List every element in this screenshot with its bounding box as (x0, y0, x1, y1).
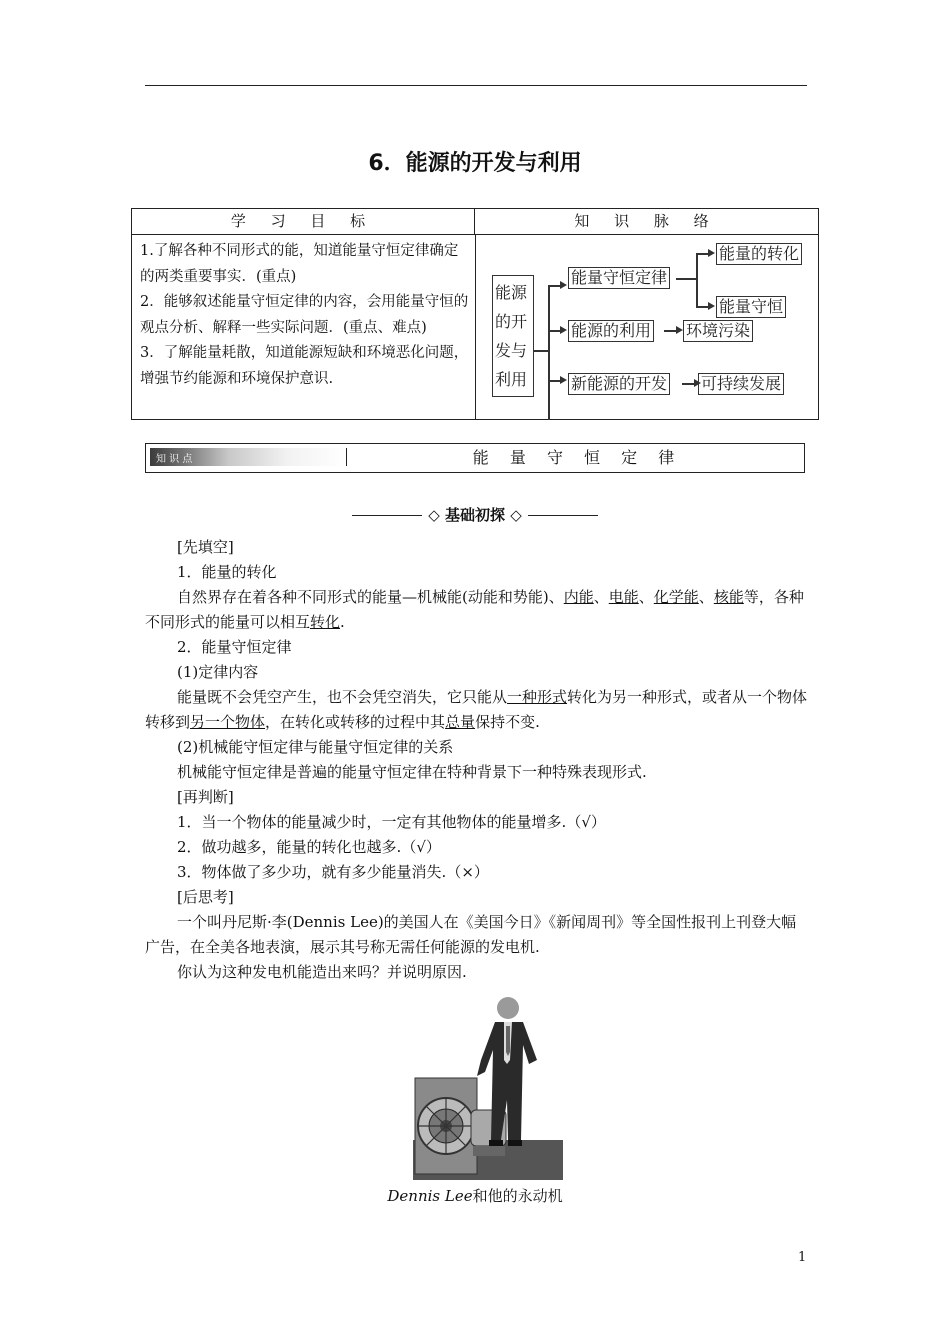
photo-caption: Dennis Lee和他的永动机 (387, 1187, 563, 1205)
judge-item: 3．物体做了多少功，就有多少能量消失.（×） (177, 863, 489, 881)
header-rule (145, 85, 807, 86)
knowledge-map-header: 知 识 脉 络 (475, 209, 818, 235)
think-label: [后思考] (177, 888, 234, 906)
think-paragraph-2: 你认为这种发电机能造出来吗？并说明原因. (177, 963, 467, 981)
objective-item: 1.了解各种不同形式的能，知道能量守恒定律确定的两类重要事实．(重点) (140, 243, 459, 285)
objective-item: 3．了解能量耗散，知道能源短缺和环境恶化问题，增强节约能源和环境保护意识. (140, 345, 469, 387)
dennis-lee-photo (413, 990, 563, 1180)
map-node-energy-conserved: 能量守恒 (716, 296, 786, 318)
knowledge-point-bar (145, 443, 805, 473)
judge-label: [再判断] (177, 788, 234, 806)
section-heading: ◇ 基础初探 ◇ (0, 504, 950, 525)
map-node-energy-conservation: 能量守恒定律 (568, 267, 670, 289)
objectives-header: 学 习 目 标 (132, 209, 475, 235)
objective-item: 2．能够叙述能量守恒定律的内容，会用能量守恒的观点分析、解释一些实际问题．(重点、难点) (140, 294, 469, 336)
map-node-pollution: 环境污染 (683, 320, 753, 342)
heading-2: 2．能量守恒定律 (177, 638, 292, 656)
body-content (145, 535, 809, 985)
knowledge-map (476, 235, 818, 419)
knowledge-point-badge: 知 识 点 (150, 448, 347, 466)
map-node-energy-use: 能源的利用 (568, 320, 654, 342)
think-paragraph-1: 一个叫丹尼斯·李(Dennis Lee)的美国人在《美国今日》《新闻周刊》等全国性报刊上刊登大幅广告，在全美各地表演，展示其号称无需任何能源的发电机. (145, 913, 797, 956)
judge-item: 2．做功越多，能量的转化也越多.（√） (177, 838, 441, 856)
objectives-table (131, 208, 819, 420)
knowledge-point-title: 能 量 守 恒 定 律 (472, 448, 683, 467)
page-number: 1 (798, 1250, 807, 1265)
map-node-energy-transformation: 能量的转化 (716, 243, 802, 265)
page-title: 6．能源的开发与利用 (368, 151, 582, 176)
map-root: 能源的开发与利用 (492, 275, 534, 397)
fill-label: [先填空] (177, 538, 234, 556)
paragraph-2: 能量既不会凭空产生，也不会凭空消失，它只能从一种形式转化为另一种形式，或者从一个物体转移到另一个物体，在转化或转移的过程中其总量保持不变. (145, 688, 808, 731)
heading-2-2: (2)机械能守恒定律与能量守恒定律的关系 (177, 738, 454, 756)
heading-2-1: (1)定律内容 (177, 663, 259, 681)
heading-1: 1．能量的转化 (177, 563, 277, 581)
paragraph-3: 机械能守恒定律是普遍的能量守恒定律在特种背景下一种特殊表现形式. (177, 763, 647, 781)
judge-item: 1．当一个物体的能量减少时，一定有其他物体的能量增多.（√） (177, 813, 606, 831)
objectives-list (140, 239, 470, 392)
paragraph-1: 自然界存在着各种不同形式的能量—机械能(动能和势能)、内能、电能、化学能、核能等，各种不同形式的能量可以相互转化. (145, 588, 804, 631)
map-node-sustainable: 可持续发展 (698, 373, 784, 395)
map-node-new-energy: 新能源的开发 (568, 373, 670, 395)
